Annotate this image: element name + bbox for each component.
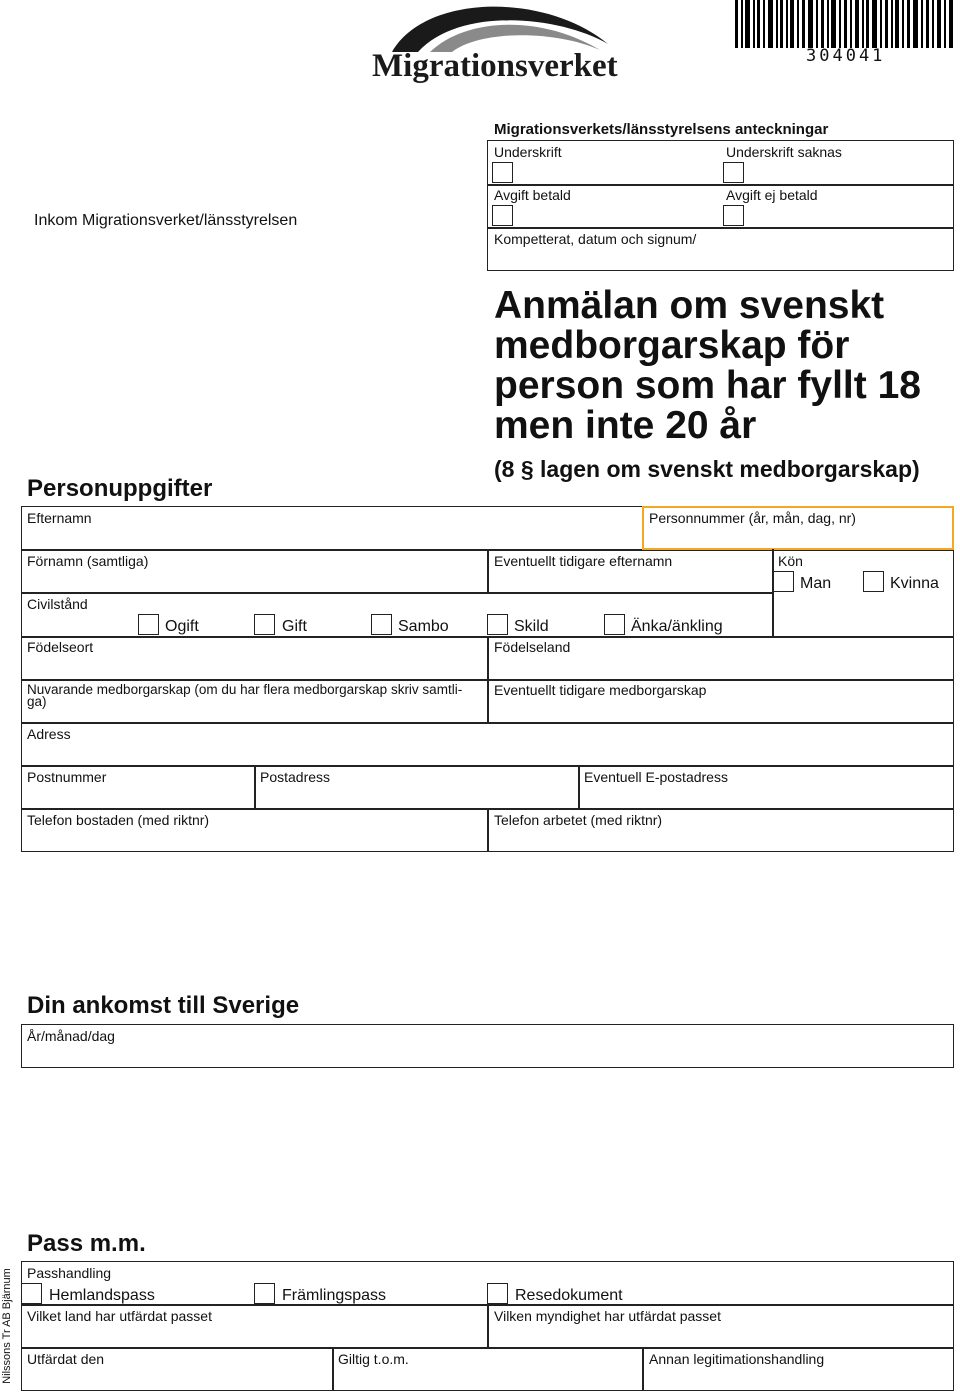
barcode [735, 0, 955, 50]
signature-missing-checkbox[interactable] [723, 162, 744, 183]
birth-country-label: Födelseland [494, 639, 571, 655]
fee-not-paid-checkbox[interactable] [723, 205, 744, 226]
fee-not-paid-label: Avgift ej betald [726, 187, 818, 203]
civil-widowed-checkbox[interactable] [604, 614, 625, 635]
logo-wordmark: Migrationsverket [372, 48, 618, 84]
arrival-heading: Din ankomst till Sverige [27, 992, 300, 1019]
birthplace-label: Födelseort [27, 639, 94, 655]
arrival-date-field[interactable] [21, 1024, 954, 1068]
alien-passport-label: Främlingspass [282, 1287, 387, 1304]
civil-married-label: Gift [282, 618, 307, 635]
signature-checkbox[interactable] [492, 162, 513, 183]
current-citizenship-label-cont: ga) [27, 694, 47, 709]
col-line [772, 549, 774, 637]
notes-title: Migrationsverkets/länsstyrelsens anteckningar [494, 121, 829, 138]
signature-label: Underskrift [494, 144, 562, 160]
first-names-label: Förnamn (samtliga) [27, 553, 149, 569]
col-line [332, 1347, 334, 1391]
civil-married-checkbox[interactable] [254, 614, 275, 635]
civil-status-label: Civilstånd [27, 596, 88, 612]
valid-until-label: Giltig t.o.m. [338, 1351, 409, 1367]
surname-label: Efternamn [27, 510, 92, 526]
previous-citizenship-label: Eventuellt tidigare medborgarskap [494, 682, 707, 698]
postal-code-label: Postnummer [27, 769, 107, 785]
issuing-country-label: Vilket land har utfärdat passet [27, 1308, 212, 1324]
logo [370, 0, 618, 90]
notes-divider-1 [487, 184, 954, 186]
signature-missing-label: Underskrift saknas [726, 144, 842, 160]
col-line [254, 765, 256, 809]
address-label: Adress [27, 726, 71, 742]
notes-divider-2 [487, 227, 954, 229]
competent-label: Kompetterat, datum och signum/ [494, 231, 697, 247]
email-label: Eventuell E-postadress [584, 769, 728, 785]
received-label: Inkom Migrationsverket/länsstyrelsen [34, 212, 298, 229]
home-passport-label: Hemlandspass [49, 1287, 155, 1304]
fee-paid-label: Avgift betald [494, 187, 571, 203]
home-passport-checkbox[interactable] [21, 1283, 42, 1304]
other-id-label: Annan legitimationshandling [649, 1351, 825, 1367]
title-line-4: men inte 20 år [494, 404, 757, 447]
passport-heading: Pass m.m. [27, 1230, 146, 1257]
col-line [487, 1304, 489, 1348]
col-line [487, 549, 489, 593]
civil-cohabiting-label: Sambo [398, 618, 449, 635]
issued-label: Utfärdat den [27, 1351, 105, 1367]
personal-number-label: Personnummer (år, mån, dag, nr) [649, 510, 856, 526]
sex-label: Kön [778, 553, 803, 569]
alien-passport-checkbox[interactable] [254, 1283, 275, 1304]
civil-divorced-label: Skild [514, 618, 549, 635]
col-line [578, 765, 580, 809]
current-citizenship-label: Nuvarande medborgarskap (om du har flera medborgarskap skriv samtli- [27, 682, 463, 697]
civil-divorced-checkbox[interactable] [487, 614, 508, 635]
phone-home-label: Telefon bostaden (med riktnr) [27, 812, 210, 828]
col-line [642, 1347, 644, 1391]
printer-imprint: Nilssons Tr AB Bjärnum [1, 1268, 13, 1384]
travel-document-checkbox[interactable] [487, 1283, 508, 1304]
issuing-authority-label: Vilken myndighet har utfärdat passet [494, 1308, 721, 1324]
civil-unmarried-label: Ogift [165, 618, 199, 635]
previous-surname-label: Eventuellt tidigare efternamn [494, 553, 673, 569]
col-line [487, 636, 489, 723]
title-line-2: medborgarskap för [494, 324, 850, 367]
row-line-partial [21, 592, 772, 594]
page-subtitle: (8 § lagen om svenskt medborgarskap) [494, 456, 920, 482]
passport-document-label: Passhandling [27, 1265, 112, 1281]
page-title [494, 286, 921, 446]
phone-work-label: Telefon arbetet (med riktnr) [494, 812, 663, 828]
sex-man-checkbox[interactable] [773, 571, 794, 592]
title-line-3: person som har fyllt 18 [494, 364, 921, 407]
row-line [21, 765, 954, 767]
personal-heading: Personuppgifter [27, 475, 213, 502]
sex-woman-label: Kvinna [890, 575, 939, 592]
col-line [487, 808, 489, 852]
title-line-1: Anmälan om svenskt [494, 284, 885, 327]
barcode-icon [735, 0, 955, 50]
barcode-number: 304041 [806, 46, 886, 66]
travel-document-label: Resedokument [515, 1287, 623, 1304]
civil-widowed-label: Änka/änkling [631, 618, 723, 635]
fee-paid-checkbox[interactable] [492, 205, 513, 226]
civil-unmarried-checkbox[interactable] [138, 614, 159, 635]
sex-woman-checkbox[interactable] [863, 571, 884, 592]
sex-man-label: Man [800, 575, 832, 592]
arrival-date-label: År/månad/dag [27, 1028, 115, 1044]
postal-address-label: Postadress [260, 769, 331, 785]
civil-cohabiting-checkbox[interactable] [371, 614, 392, 635]
